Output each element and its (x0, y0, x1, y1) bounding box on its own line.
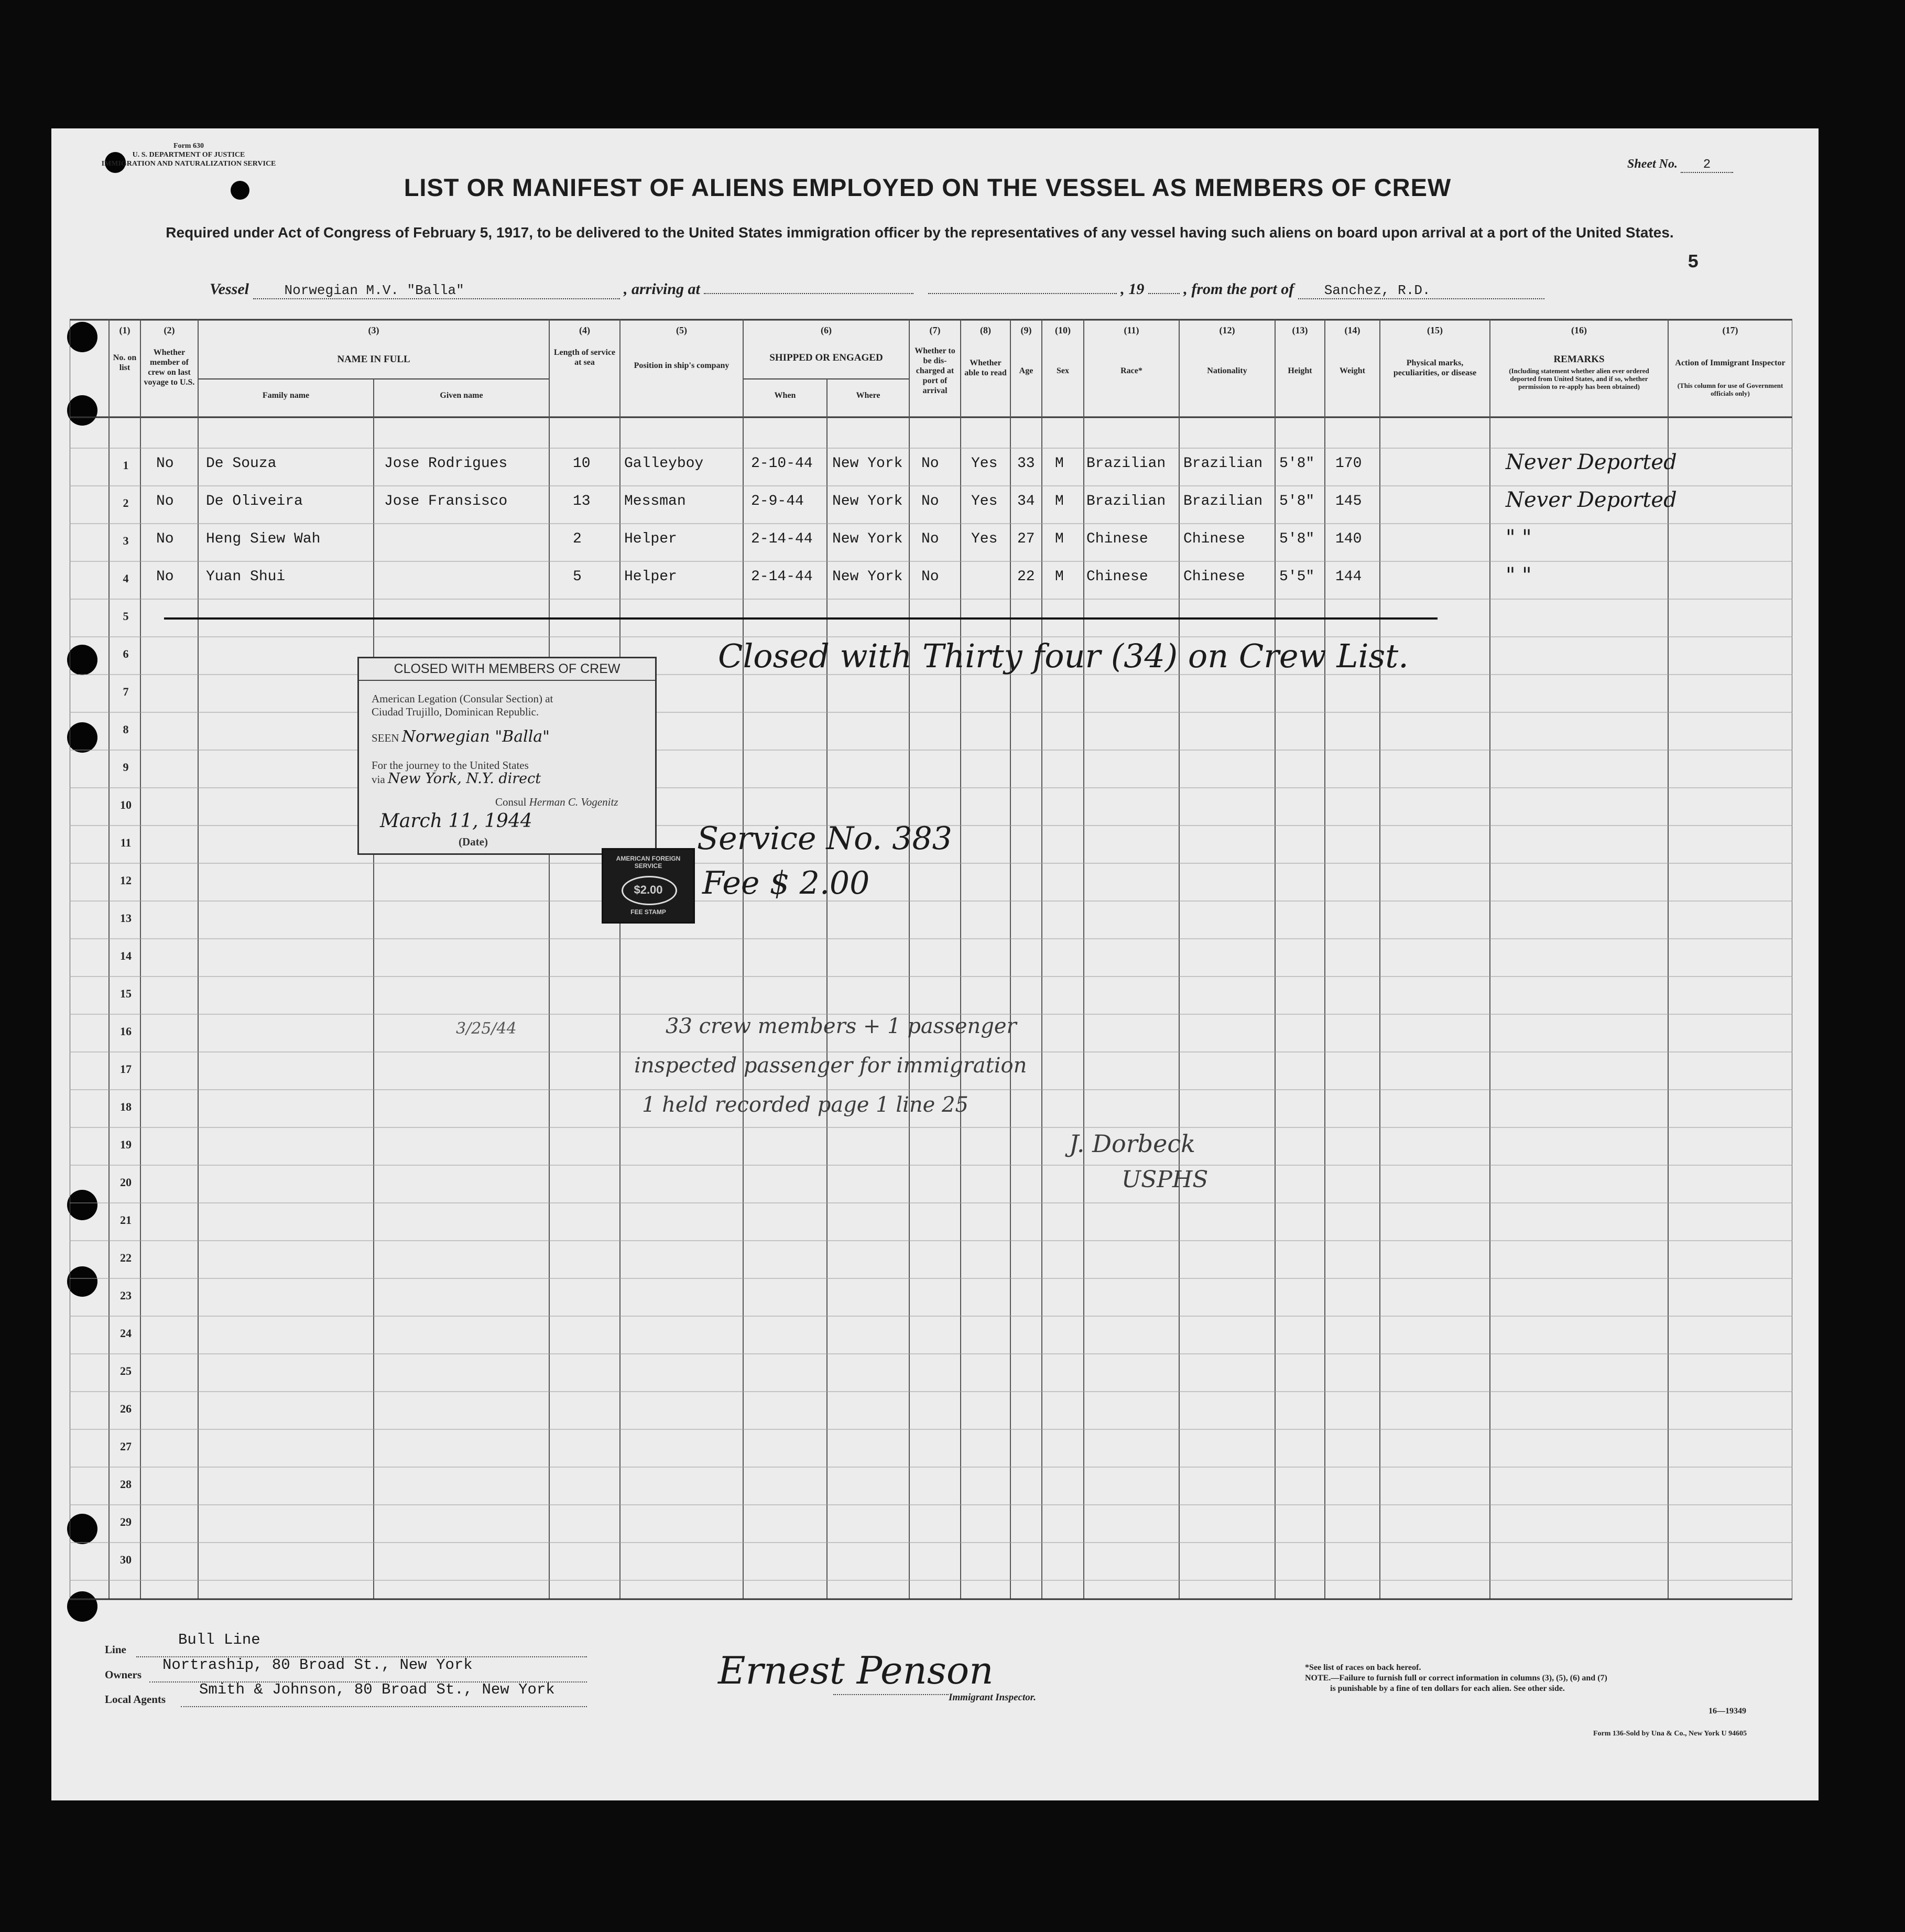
cell-height: 5'8" (1279, 531, 1315, 547)
department-name: U. S. DEPARTMENT OF JUSTICE (132, 151, 245, 159)
col-header-age: Age (1019, 366, 1033, 375)
fee-stamp (602, 848, 695, 924)
col-number: (9) (1020, 325, 1032, 335)
col-header-action: Action of Immigrant Inspector (1675, 359, 1786, 367)
cell-nationality: Brazilian (1183, 455, 1263, 472)
cell-given-name: Jose Rodrigues (384, 455, 508, 472)
col-header-weight: Weight (1340, 366, 1365, 375)
cell-service: 2 (573, 531, 582, 547)
row-number: 22 (120, 1251, 132, 1264)
sheet-number (1627, 157, 1733, 173)
cell-position: Helper (624, 531, 677, 547)
cell-read: Yes (971, 455, 998, 472)
row-number: 25 (120, 1364, 132, 1377)
fee-stamp-top: AMERICAN FOREIGN SERVICE (616, 855, 681, 870)
col-header-remarks-sub: (Including statement whether alien ever ordered deported from United States, and if so, whether permission to re-apply has been obtained) (1509, 367, 1649, 390)
row-number: 11 (120, 836, 132, 849)
col-header-given: Given name (440, 391, 483, 400)
row-number: 30 (120, 1553, 132, 1566)
cell-family-name: De Souza (206, 455, 277, 472)
vessel-value: Norwegian M.V. "Balla" (253, 283, 620, 299)
health-inspector-signature: J. Dorbeck (1069, 1130, 1195, 1158)
cell-last-voyage: No (156, 455, 174, 472)
cell-last-voyage: No (156, 493, 174, 509)
cell-remarks: " " (1506, 563, 1532, 588)
col-header-shipped: SHIPPED OR ENGAGED (769, 352, 883, 363)
cell-height: 5'8" (1279, 455, 1315, 472)
col-number: (6) (821, 325, 832, 335)
cell-discharged: No (921, 455, 939, 472)
cell-service: 10 (573, 455, 591, 472)
cell-remarks: Never Deported (1506, 450, 1677, 474)
service-name: IMMIGRATION AND NATURALIZATION SERVICE (101, 160, 276, 168)
col-number: (12) (1219, 325, 1235, 335)
col-header-family: Family name (262, 391, 310, 400)
cell-service: 5 (573, 569, 582, 585)
row-number: 15 (120, 987, 132, 1000)
row-number: 19 (120, 1138, 132, 1151)
col-number: (15) (1427, 325, 1443, 335)
from-port-value: Sanchez, R.D. (1298, 283, 1544, 299)
sheet-value: 2 (1681, 158, 1733, 173)
table-grid (70, 319, 1792, 1612)
inspector-underline (833, 1694, 949, 1695)
cell-age: 34 (1017, 493, 1035, 509)
col-number: (8) (980, 325, 991, 335)
row-number: 20 (120, 1176, 132, 1189)
year-blank (1148, 293, 1180, 294)
cell-age: 33 (1017, 455, 1035, 472)
cell-age: 27 (1017, 531, 1035, 547)
col-header-name: NAME IN FULL (337, 354, 410, 365)
cell-weight: 170 (1335, 455, 1362, 472)
col-header-where: Where (856, 391, 880, 400)
crew-table (70, 319, 1792, 1612)
footer-notes (1305, 1663, 1746, 1716)
races-note: *See list of races on back hereof. (1305, 1663, 1421, 1672)
row-number: 6 (123, 647, 129, 660)
line-value: Bull Line (178, 1631, 260, 1648)
arriving-label: , arriving at (624, 280, 700, 298)
agents-value: Smith & Johnson, 80 Broad St., New York (199, 1681, 555, 1698)
row-number: 24 (120, 1327, 132, 1340)
row-number: 28 (120, 1478, 132, 1491)
cell-sex: M (1055, 493, 1064, 509)
note-code: 16—19349 (1708, 1707, 1746, 1716)
form-number: Form 630 (173, 142, 204, 150)
health-service-mark: USPHS (1122, 1166, 1209, 1193)
stamp-seen-label: SEEN (372, 732, 399, 744)
vessel-line (210, 280, 1544, 299)
row-number: 13 (120, 911, 132, 925)
row-number: 29 (120, 1515, 132, 1528)
cell-weight: 140 (1335, 531, 1362, 547)
row-number: 26 (120, 1402, 132, 1415)
cell-remarks: " " (1506, 526, 1532, 550)
stamp-location: Ciudad Trujillo, Dominican Republic. (372, 705, 539, 718)
inspection-note-1: 33 crew members + 1 passenger (666, 1014, 1017, 1038)
col-header-no: No. on list (113, 353, 137, 372)
row-number: 2 (123, 496, 129, 509)
col-number: (3) (368, 325, 379, 335)
owners-value: Nortraship, 80 Broad St., New York (162, 1656, 473, 1674)
sheet-label: Sheet No. (1627, 157, 1678, 171)
cell-race: Brazilian (1086, 493, 1166, 509)
cell-family-name: Heng Siew Wah (206, 531, 321, 547)
col-header-race: Race* (1120, 366, 1142, 375)
penalty-note: NOTE.—Failure to furnish full or correct information in columns (3), (5), (6) and (7) (1305, 1674, 1607, 1683)
stamp-seen-value: Norwegian "Balla" (401, 728, 550, 746)
stamp-date: March 11, 1944 (380, 810, 532, 832)
cell-family-name: De Oliveira (206, 493, 303, 509)
consular-stamp (357, 657, 657, 855)
col-header-action-sub: (This column for use of Government officials only) (1677, 382, 1783, 397)
col-header-when: When (774, 391, 796, 400)
cell-race: Chinese (1086, 531, 1148, 547)
form-identifier (89, 142, 288, 168)
col-number: (11) (1124, 325, 1139, 335)
printer-imprint: Form 136-Sold by Una & Co., New York U 94605 (1593, 1730, 1747, 1738)
col-header-remarks: REMARKS (1553, 354, 1605, 365)
stamp-journey: For the journey to the United States (372, 759, 529, 772)
cell-position: Helper (624, 569, 677, 585)
col-header-physical: Physical marks, peculiarities, or disease (1393, 359, 1477, 377)
row-number: 9 (123, 761, 129, 774)
stamp-via-value: New York, N.Y. direct (387, 770, 541, 787)
punch-hole (231, 181, 249, 200)
row-number: 14 (120, 949, 132, 962)
row-number: 1 (123, 459, 129, 472)
closed-note: Closed with Thirty four (34) on Crew List. (718, 637, 1409, 675)
agents-underline (181, 1706, 587, 1707)
line-label: Line (105, 1643, 126, 1656)
row-number: 7 (123, 685, 129, 698)
fee-stamp-value: $2.00 (634, 883, 663, 896)
col-number: (14) (1344, 325, 1360, 335)
inspection-note-2: inspected passenger for immigration (634, 1054, 1027, 1078)
stamp-title: CLOSED WITH MEMBERS OF CREW (359, 658, 655, 681)
corner-mark: 5 (1688, 252, 1699, 273)
col-number: (13) (1292, 325, 1308, 335)
cell-age: 22 (1017, 569, 1035, 585)
col-number: (17) (1722, 325, 1738, 335)
page-title: LIST OR MANIFEST OF ALIENS EMPLOYED ON THE VESSEL AS MEMBERS OF CREW (404, 173, 1452, 201)
owners-label: Owners (105, 1668, 141, 1681)
col-header-last-voyage: Whether member of crew on last voyage to U.S. (144, 348, 195, 387)
cell-where: New York (832, 493, 903, 509)
agents-label: Local Agents (105, 1693, 166, 1706)
cell-height: 5'5" (1279, 569, 1315, 585)
cell-weight: 145 (1335, 493, 1362, 509)
row-number: 18 (120, 1100, 132, 1113)
col-header-position: Position in ship's company (634, 361, 730, 370)
cell-family-name: Yuan Shui (206, 569, 286, 585)
col-number: (5) (676, 325, 687, 335)
col-number: (10) (1055, 325, 1071, 335)
cell-race: Chinese (1086, 569, 1148, 585)
col-number: (4) (579, 325, 590, 335)
stamp-legation: American Legation (Consular Section) at (372, 692, 553, 705)
fee-amount: Fee $ 2.00 (702, 865, 870, 902)
col-number: (1) (119, 325, 130, 335)
col-header-nationality: Nationality (1207, 366, 1247, 375)
cell-position: Messman (624, 493, 686, 509)
from-port-label: , from the port of (1183, 280, 1294, 298)
inspector-label: Immigrant Inspector. (949, 1692, 1036, 1703)
row-number: 10 (120, 798, 132, 811)
cell-weight: 144 (1335, 569, 1362, 585)
row-number: 16 (120, 1025, 132, 1038)
cell-read: Yes (971, 531, 998, 547)
col-header-service: Length of service at sea (553, 348, 616, 367)
cell-when: 2-14-44 (751, 569, 813, 585)
cell-remarks: Never Deported (1506, 488, 1677, 512)
cell-last-voyage: No (156, 569, 174, 585)
row-number: 17 (120, 1062, 132, 1076)
cell-when: 2-10-44 (751, 455, 813, 472)
date-blank (928, 293, 1117, 294)
cell-service: 13 (573, 493, 591, 509)
row-number: 4 (123, 572, 129, 585)
cell-nationality: Brazilian (1183, 493, 1263, 509)
stamp-via-label: via (372, 773, 385, 786)
cell-sex: M (1055, 569, 1064, 585)
stamp-consul-name: Herman C. Vogenitz (529, 796, 618, 808)
col-header-sex: Sex (1057, 366, 1069, 375)
cell-sex: M (1055, 455, 1064, 472)
col-number: (2) (164, 325, 175, 335)
page-subtitle: Required under Act of Congress of February 5, 1917, to be delivered to the United States immigration officer by the representatives of any vessel having such aliens on board upon arrival at a port of the United States. (166, 224, 1674, 241)
immigrant-inspector-signature: Ernest Penson (718, 1648, 994, 1692)
cell-nationality: Chinese (1183, 531, 1245, 547)
fee-stamp-bottom: FEE STAMP (630, 908, 666, 916)
penalty-note-cont: is punishable by a fine of ten dollars for each alien. See other side. (1330, 1684, 1565, 1693)
arriving-blank (704, 293, 913, 294)
cell-where: New York (832, 569, 903, 585)
cell-when: 2-14-44 (751, 531, 813, 547)
cell-discharged: No (921, 493, 939, 509)
cell-height: 5'8" (1279, 493, 1315, 509)
row-number: 12 (120, 874, 132, 887)
stamp-consul-label: Consul (495, 796, 527, 808)
row-number: 3 (123, 534, 129, 547)
vessel-label: Vessel (210, 280, 249, 298)
cell-last-voyage: No (156, 531, 174, 547)
stamp-date-label: (Date) (459, 835, 488, 848)
cell-discharged: No (921, 531, 939, 547)
cell-where: New York (832, 455, 903, 472)
col-number: (7) (929, 325, 941, 335)
cell-where: New York (832, 531, 903, 547)
cell-race: Brazilian (1086, 455, 1166, 472)
col-number: (16) (1571, 325, 1587, 335)
col-header-read: Whether able to read (964, 359, 1007, 377)
cell-given-name: Jose Fransisco (384, 493, 508, 509)
inspection-note-3: 1 held recorded page 1 line 25 (642, 1093, 968, 1117)
cell-read: Yes (971, 493, 998, 509)
cell-nationality: Chinese (1183, 569, 1245, 585)
cell-discharged: No (921, 569, 939, 585)
row-number: 21 (120, 1213, 132, 1227)
year-label: , 19 (1120, 280, 1145, 298)
row-number: 5 (123, 610, 129, 623)
col-header-height: Height (1288, 366, 1312, 375)
col-header-discharged: Whether to be dis-charged at port of arrival (915, 346, 955, 395)
cell-when: 2-9-44 (751, 493, 804, 509)
cell-sex: M (1055, 531, 1064, 547)
cell-position: Galleyboy (624, 455, 704, 472)
inspection-date: 3/25/44 (456, 1019, 517, 1038)
row-number: 27 (120, 1440, 132, 1453)
service-number: Service No. 383 (697, 820, 952, 857)
row-number: 23 (120, 1289, 132, 1302)
row-number: 8 (123, 723, 129, 736)
